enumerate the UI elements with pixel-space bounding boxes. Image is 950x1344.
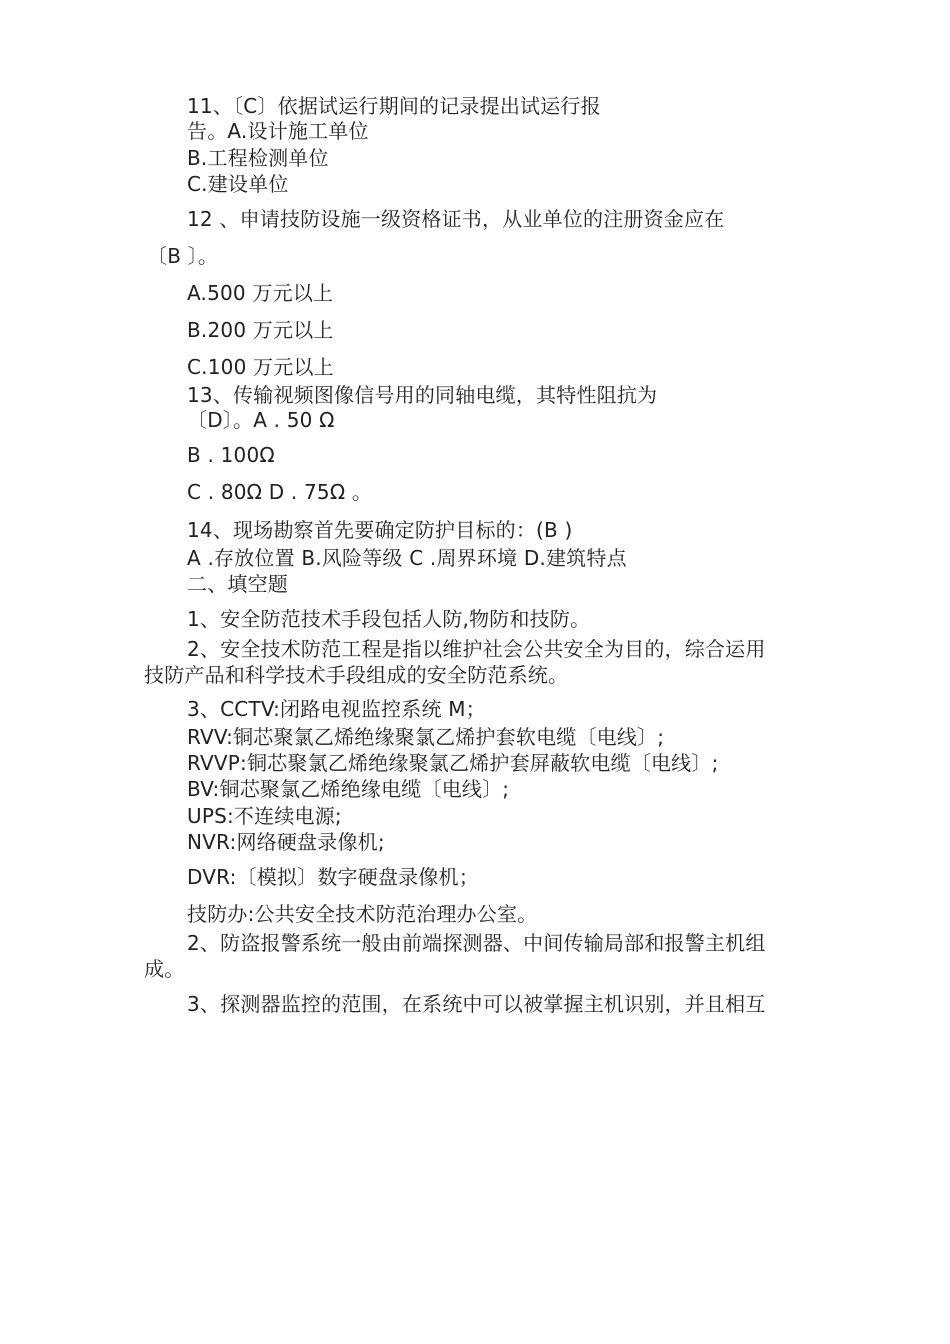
text-line-cctv: 3、CCTV:闭路电视监控系统 M； bbox=[187, 697, 486, 721]
text-line-fill-2: 2、安全技术防范工程是指以维护社会公共安全为目的，综合运用 bbox=[187, 637, 766, 661]
text-line-alarm-system-cont: 成。 bbox=[144, 957, 185, 981]
text-line-q14-options: A .存放位置 B.风险等级 C .周界环境 D.建筑特点 bbox=[187, 546, 627, 570]
text-line-q13: 13、传输视频图像信号用的同轴电缆，其特性阻抗为 bbox=[187, 383, 658, 407]
text-line-fill-1: 1、安全防范技术手段包括人防,物防和技防。 bbox=[187, 607, 591, 631]
section-heading-fill-in: 二、填空题 bbox=[187, 572, 288, 596]
text-line-q13-option-b: B . 100Ω bbox=[187, 443, 275, 467]
text-line-nvr: NVR:网络硬盘录像机; bbox=[187, 830, 385, 854]
text-line-alarm-system: 2、防盗报警系统一般由前端探测器、中间传输局部和报警主机组 bbox=[187, 931, 766, 955]
text-line-rvvp: RVVP:铜芯聚氯乙烯绝缘聚氯乙烯护套屏蔽软电缆〔电线〕; bbox=[187, 751, 719, 775]
text-line-dvr: DVR:〔模拟〕数字硬盘录像机； bbox=[187, 865, 479, 889]
text-line-q13-option-cd: C . 80Ω D . 75Ω 。 bbox=[187, 480, 373, 504]
text-line-q11-option-b: B.工程检测单位 bbox=[187, 146, 329, 170]
text-line-q11-option-c: C.建设单位 bbox=[187, 172, 289, 196]
text-line-rvv: RVV:铜芯聚氯乙烯绝缘聚氯乙烯护套软电缆〔电线〕; bbox=[187, 725, 665, 749]
text-line-q12-option-b: B.200 万元以上 bbox=[187, 318, 334, 342]
text-line-jifangban: 技防办:公共安全技术防范治理办公室。 bbox=[187, 902, 538, 926]
text-line-q12-answer: 〔B 〕。 bbox=[147, 244, 219, 268]
text-line-q12-option-c: C.100 万元以上 bbox=[187, 355, 334, 379]
text-line-bv: BV:铜芯聚氯乙烯绝缘电缆〔电线〕; bbox=[187, 777, 510, 801]
text-line-q11-option-a: 告。A.设计施工单位 bbox=[187, 119, 369, 143]
text-line-detector: 3、探测器监控的范围，在系统中可以被掌握主机识别，并且相互 bbox=[187, 992, 766, 1016]
text-line-q13-option-a: 〔D〕。A . 50 Ω bbox=[187, 408, 335, 432]
text-line-q14: 14、现场勘察首先要确定防护目标的：(B ) bbox=[187, 518, 573, 542]
text-line-fill-2-cont: 技防产品和科学技术手段组成的安全防范系统。 bbox=[144, 663, 569, 687]
text-line-q11: 11、〔C〕依据试运行期间的记录提出试运行报 bbox=[187, 94, 601, 118]
text-line-q12: 12 、申请技防设施一级资格证书，从业单位的注册资金应在 bbox=[187, 207, 725, 231]
text-line-q12-option-a: A.500 万元以上 bbox=[187, 281, 334, 305]
text-line-ups: UPS:不连续电源; bbox=[187, 804, 342, 828]
